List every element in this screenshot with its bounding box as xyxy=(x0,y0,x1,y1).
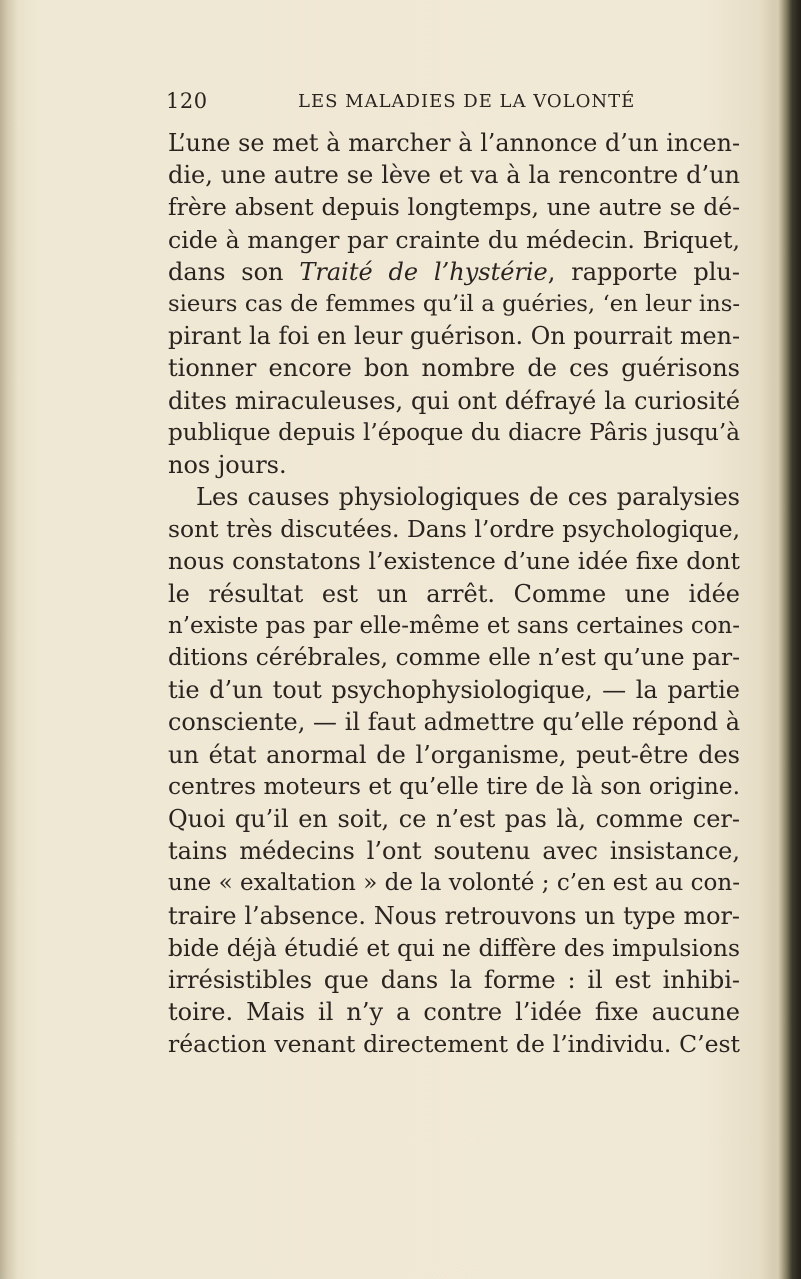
text-line: tionner encore bon nombre de ces guérisons xyxy=(168,354,740,383)
text-line: traire l’absence. Nous retrouvons un type mor- xyxy=(168,901,740,930)
text-line: bide déjà étudié et qui ne diffère des impulsions xyxy=(168,933,740,962)
text-line: Les causes physiologiques de ces paralysies xyxy=(196,483,740,512)
page-edge-shadow xyxy=(770,0,801,1279)
text-line: cide à manger par crainte du médecin. Briquet, xyxy=(168,225,740,254)
page-header xyxy=(166,89,656,119)
text-line xyxy=(168,256,740,288)
text-line: publique depuis l’époque du diacre Pâris jusqu’à xyxy=(168,419,740,446)
text-line: frère absent depuis longtemps, une autre se dé- xyxy=(168,193,740,222)
text-line: tie d’un tout psychophysiologique, — la partie xyxy=(168,676,740,705)
text-line: L’une se met à marcher à l’annonce d’un incen- xyxy=(168,129,740,157)
text-line: ditions cérébrales, comme elle n’est qu’une par- xyxy=(168,644,740,671)
text-line: toire. Mais il n’y a contre l’idée fixe aucune xyxy=(168,998,740,1027)
text-line: sieurs cas de femmes qu’il a guéries, ‘en leur ins- xyxy=(168,290,740,317)
page-gutter-shadow xyxy=(0,0,18,1279)
text-line: dites miraculeuses, qui ont défrayé la curiosité xyxy=(168,386,740,415)
text-line: n’existe pas par elle-même et sans certaines con- xyxy=(168,612,740,639)
text-line: réaction venant directement de l’individu. C’est xyxy=(168,1030,740,1059)
body-text xyxy=(168,127,740,1060)
text-line: nos jours. xyxy=(168,450,287,479)
text-line: tains médecins l’ont soutenu avec insistance, xyxy=(168,837,740,866)
text-line: Quoi qu’il en soit, ce n’est pas là, comme cer- xyxy=(168,804,740,833)
text-fragment: , rapporte plu- xyxy=(547,257,740,286)
text-line: sont très discutées. Dans l’ordre psychologique, xyxy=(168,515,740,544)
page-number: 120 xyxy=(166,89,208,113)
running-title: LES MALADIES DE LA VOLONTÉ xyxy=(298,91,636,112)
text-line: nous constatons l’existence d’une idée fixe dont xyxy=(168,547,740,576)
text-line: die, une autre se lève et va à la rencontre d’un xyxy=(168,161,740,190)
text-fragment: dans son xyxy=(168,257,300,286)
text-line: consciente, — il faut admettre qu’elle répond à xyxy=(168,708,740,737)
text-line: le résultat est un arrêt. Comme une idée xyxy=(168,579,740,608)
book-title-italic: Traité de l’hystérie xyxy=(299,257,548,286)
text-line: pirant la foi en leur guérison. On pourrait men- xyxy=(168,322,740,351)
text-line: une « exaltation » de la volonté ; c’en est au con- xyxy=(168,870,740,897)
text-line: centres moteurs et qu’elle tire de là son origine. xyxy=(168,772,740,800)
text-line: irrésistibles que dans la forme : il est inhibi- xyxy=(168,965,740,994)
text-line: un état anormal de l’organisme, peut-être des xyxy=(168,740,740,769)
